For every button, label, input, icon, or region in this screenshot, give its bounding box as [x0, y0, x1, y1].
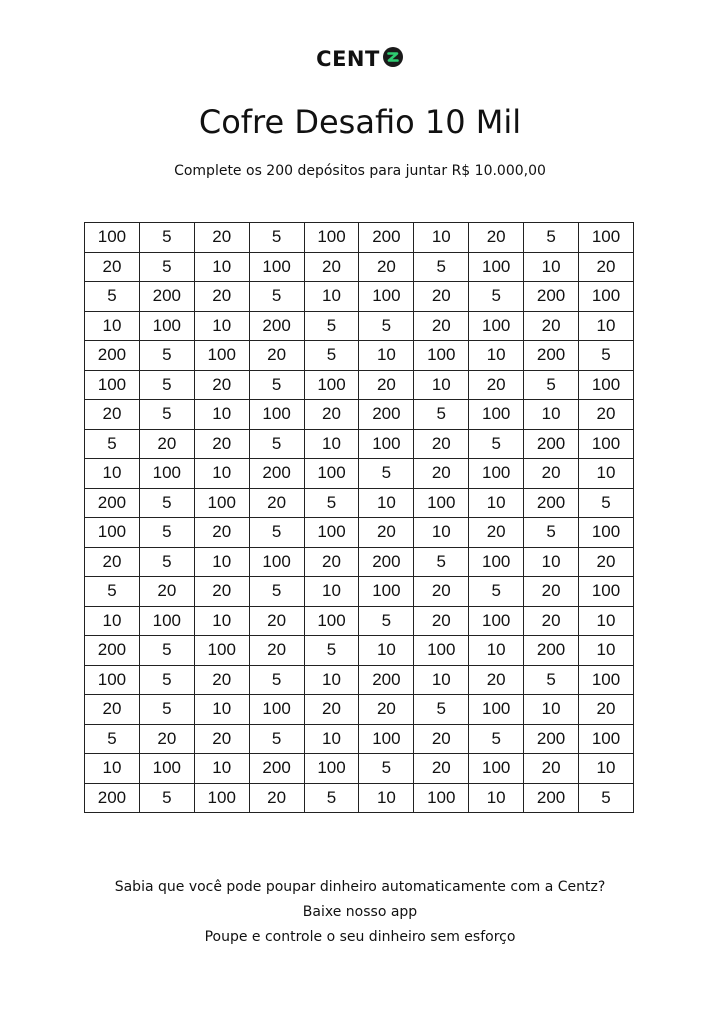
page-subtitle: Complete os 200 depósitos para juntar R$ 10.000,00 [174, 163, 546, 179]
deposit-cell: 5 [85, 429, 140, 459]
deposit-cell: 5 [85, 577, 140, 607]
deposit-cell: 20 [469, 223, 524, 253]
deposit-cell: 20 [414, 282, 469, 312]
deposit-cell: 10 [359, 488, 414, 518]
grid-row [85, 488, 634, 518]
deposit-cell: 200 [85, 783, 140, 813]
grid-row [85, 577, 634, 607]
deposit-cell: 5 [579, 783, 634, 813]
deposit-cell: 20 [524, 459, 579, 489]
deposit-cell: 100 [414, 488, 469, 518]
deposit-cell: 20 [414, 429, 469, 459]
deposit-cell: 100 [469, 754, 524, 784]
deposit-cell: 100 [304, 459, 359, 489]
footer-line-download: Baixe nosso app [302, 904, 418, 920]
deposit-cell: 20 [304, 400, 359, 430]
deposit-cell: 10 [304, 577, 359, 607]
deposit-cell: 100 [579, 429, 634, 459]
deposit-cell: 5 [304, 341, 359, 371]
deposit-cell: 5 [414, 547, 469, 577]
deposit-cell: 5 [524, 223, 579, 253]
deposit-cell: 20 [194, 429, 249, 459]
deposit-cell: 20 [139, 724, 194, 754]
deposit-cell: 5 [139, 636, 194, 666]
deposit-cell: 5 [579, 488, 634, 518]
deposit-cell: 20 [194, 724, 249, 754]
deposit-cell: 5 [249, 429, 304, 459]
deposit-cell: 10 [194, 459, 249, 489]
deposit-cell: 5 [249, 577, 304, 607]
deposit-cell: 20 [579, 695, 634, 725]
deposit-cell: 100 [579, 518, 634, 548]
deposit-cell: 20 [194, 223, 249, 253]
deposit-cell: 5 [304, 783, 359, 813]
grid-row [85, 223, 634, 253]
deposit-cell: 10 [469, 341, 524, 371]
deposit-cell: 10 [85, 459, 140, 489]
deposit-cell: 100 [304, 518, 359, 548]
deposit-cell: 100 [359, 429, 414, 459]
deposit-cell: 100 [579, 223, 634, 253]
deposit-cell: 10 [524, 547, 579, 577]
deposit-cell: 20 [194, 370, 249, 400]
deposit-cell: 20 [85, 695, 140, 725]
deposit-cell: 200 [85, 341, 140, 371]
deposit-cell: 100 [249, 547, 304, 577]
deposit-cell: 100 [304, 754, 359, 784]
deposit-cell: 100 [194, 636, 249, 666]
deposit-cell: 5 [139, 370, 194, 400]
deposit-cell: 20 [414, 724, 469, 754]
grid-row [85, 665, 634, 695]
deposit-cell: 200 [524, 488, 579, 518]
deposit-cell: 5 [139, 665, 194, 695]
deposit-cell: 100 [414, 341, 469, 371]
deposit-cell: 10 [414, 665, 469, 695]
deposit-cell: 10 [194, 695, 249, 725]
deposit-cell: 10 [524, 400, 579, 430]
deposit-cell: 100 [469, 252, 524, 282]
deposit-cell: 5 [469, 282, 524, 312]
deposit-cell: 100 [469, 606, 524, 636]
grid-row [85, 606, 634, 636]
deposit-cell: 10 [414, 518, 469, 548]
deposit-cell: 20 [524, 606, 579, 636]
deposit-cell: 20 [469, 665, 524, 695]
deposit-cell: 5 [85, 282, 140, 312]
deposit-cell: 20 [85, 400, 140, 430]
deposit-cell: 100 [469, 400, 524, 430]
deposit-cell: 100 [249, 252, 304, 282]
grid-row [85, 282, 634, 312]
deposit-cell: 200 [359, 547, 414, 577]
brand-name: CENT [316, 47, 380, 71]
deposit-cell: 20 [139, 429, 194, 459]
deposit-cell: 5 [139, 547, 194, 577]
deposit-cell: 20 [249, 636, 304, 666]
deposit-cell: 10 [194, 754, 249, 784]
deposit-cell: 10 [359, 636, 414, 666]
deposit-cell: 100 [139, 754, 194, 784]
deposit-cell: 200 [249, 459, 304, 489]
deposit-cell: 100 [469, 547, 524, 577]
deposit-cell: 10 [579, 606, 634, 636]
deposit-cell: 10 [524, 695, 579, 725]
deposit-cell: 5 [579, 341, 634, 371]
deposit-cell: 100 [579, 577, 634, 607]
deposit-cell: 5 [414, 252, 469, 282]
grid-row [85, 311, 634, 341]
grid-row [85, 754, 634, 784]
deposit-cell: 10 [85, 606, 140, 636]
deposit-cell: 5 [524, 665, 579, 695]
deposit-cell: 100 [359, 577, 414, 607]
deposit-cell: 100 [85, 518, 140, 548]
grid-row [85, 695, 634, 725]
deposit-cell: 100 [579, 665, 634, 695]
deposit-cell: 5 [304, 488, 359, 518]
deposit-cell: 200 [249, 754, 304, 784]
deposit-cell: 20 [85, 252, 140, 282]
deposit-cell: 100 [579, 370, 634, 400]
deposit-cell: 100 [469, 695, 524, 725]
deposit-cell: 200 [524, 783, 579, 813]
deposit-cell: 20 [194, 282, 249, 312]
deposit-cell: 5 [139, 695, 194, 725]
deposit-cell: 5 [139, 400, 194, 430]
deposit-cell: 20 [359, 252, 414, 282]
deposit-cell: 100 [359, 282, 414, 312]
deposit-cell: 200 [359, 223, 414, 253]
deposit-cell: 20 [359, 518, 414, 548]
deposit-cell: 10 [414, 223, 469, 253]
deposit-cell: 10 [414, 370, 469, 400]
deposit-cell: 200 [524, 282, 579, 312]
deposit-cell: 5 [359, 459, 414, 489]
deposit-cell: 20 [194, 518, 249, 548]
deposit-cell: 10 [579, 459, 634, 489]
deposit-cell: 5 [249, 282, 304, 312]
deposit-cell: 100 [85, 223, 140, 253]
deposit-cell: 10 [304, 429, 359, 459]
footer-line-tagline: Poupe e controle o seu dinheiro sem esforço [204, 929, 516, 945]
deposit-cell: 20 [414, 459, 469, 489]
deposit-cell: 100 [249, 400, 304, 430]
deposit-cell: 5 [139, 223, 194, 253]
deposit-cell: 200 [524, 636, 579, 666]
deposit-cell: 20 [524, 754, 579, 784]
deposit-cell: 5 [139, 341, 194, 371]
deposit-cell: 10 [85, 311, 140, 341]
grid-row [85, 636, 634, 666]
deposit-cell: 100 [139, 311, 194, 341]
grid-row [85, 518, 634, 548]
deposit-cell: 5 [359, 311, 414, 341]
deposit-cell: 100 [469, 311, 524, 341]
deposit-cell: 20 [469, 370, 524, 400]
deposit-cell: 20 [579, 547, 634, 577]
deposit-cell: 20 [414, 754, 469, 784]
deposit-cell: 10 [359, 783, 414, 813]
page-title: Cofre Desafio 10 Mil [198, 103, 522, 141]
deposit-cell: 200 [524, 724, 579, 754]
deposit-cell: 5 [469, 577, 524, 607]
grid-row [85, 370, 634, 400]
deposit-cell: 100 [194, 783, 249, 813]
deposit-cell: 20 [249, 606, 304, 636]
deposit-cell: 100 [139, 606, 194, 636]
deposit-cell: 5 [359, 606, 414, 636]
deposit-cell: 100 [414, 783, 469, 813]
deposit-cell: 10 [579, 754, 634, 784]
deposit-cell: 100 [85, 665, 140, 695]
deposit-cell: 5 [249, 223, 304, 253]
deposit-cell: 100 [304, 223, 359, 253]
deposit-cell: 200 [249, 311, 304, 341]
brand-logo [0, 46, 720, 72]
deposit-cell: 20 [469, 518, 524, 548]
deposit-cell: 20 [304, 547, 359, 577]
deposit-cell: 5 [249, 518, 304, 548]
footer-line-promo: Sabia que você pode poupar dinheiro automaticamente com a Centz? [114, 879, 606, 895]
deposit-cell: 20 [194, 665, 249, 695]
deposit-cell: 5 [359, 754, 414, 784]
deposit-cell: 10 [194, 547, 249, 577]
deposit-cell: 5 [524, 370, 579, 400]
deposit-cell: 200 [359, 400, 414, 430]
deposit-cell: 10 [304, 724, 359, 754]
grid-row [85, 459, 634, 489]
deposit-cell: 20 [579, 252, 634, 282]
deposit-cell: 5 [139, 518, 194, 548]
deposit-cell: 5 [139, 488, 194, 518]
grid-row [85, 252, 634, 282]
deposit-grid [84, 222, 634, 813]
deposit-cell: 10 [579, 636, 634, 666]
deposit-cell: 100 [139, 459, 194, 489]
deposit-cell: 20 [579, 400, 634, 430]
deposit-cell: 100 [194, 488, 249, 518]
grid-row [85, 341, 634, 371]
deposit-cell: 10 [85, 754, 140, 784]
deposit-cell: 5 [304, 311, 359, 341]
deposit-cell: 10 [469, 488, 524, 518]
grid-row [85, 783, 634, 813]
footer [0, 876, 720, 951]
deposit-cell: 200 [139, 282, 194, 312]
deposit-cell: 10 [194, 311, 249, 341]
deposit-cell: 100 [249, 695, 304, 725]
deposit-cell: 10 [194, 252, 249, 282]
deposit-cell: 10 [579, 311, 634, 341]
deposit-cell: 5 [469, 429, 524, 459]
deposit-cell: 20 [524, 577, 579, 607]
deposit-cell: 100 [579, 282, 634, 312]
deposit-cell: 10 [524, 252, 579, 282]
deposit-cell: 5 [469, 724, 524, 754]
deposit-cell: 100 [194, 341, 249, 371]
deposit-cell: 5 [249, 724, 304, 754]
deposit-cell: 10 [304, 282, 359, 312]
deposit-cell: 100 [414, 636, 469, 666]
deposit-cell: 200 [524, 341, 579, 371]
deposit-cell: 100 [469, 459, 524, 489]
deposit-cell: 20 [414, 577, 469, 607]
deposit-cell: 200 [85, 636, 140, 666]
deposit-cell: 20 [359, 695, 414, 725]
deposit-cell: 20 [524, 311, 579, 341]
deposit-cell: 10 [469, 636, 524, 666]
deposit-cell: 5 [139, 252, 194, 282]
deposit-cell: 100 [359, 724, 414, 754]
deposit-cell: 100 [304, 370, 359, 400]
deposit-cell: 20 [194, 577, 249, 607]
deposit-cell: 100 [85, 370, 140, 400]
grid-row [85, 724, 634, 754]
deposit-cell: 5 [524, 518, 579, 548]
deposit-cell: 20 [304, 252, 359, 282]
deposit-cell: 5 [414, 400, 469, 430]
deposit-cell: 100 [579, 724, 634, 754]
grid-row [85, 547, 634, 577]
deposit-cell: 20 [249, 341, 304, 371]
deposit-cell: 20 [414, 311, 469, 341]
deposit-cell: 20 [414, 606, 469, 636]
deposit-cell: 5 [249, 370, 304, 400]
deposit-cell: 20 [359, 370, 414, 400]
deposit-cell: 10 [304, 665, 359, 695]
deposit-cell: 20 [249, 488, 304, 518]
deposit-cell: 5 [85, 724, 140, 754]
deposit-cell: 5 [304, 636, 359, 666]
deposit-cell: 10 [359, 341, 414, 371]
deposit-cell: 5 [139, 783, 194, 813]
deposit-cell: 10 [194, 400, 249, 430]
deposit-cell: 20 [249, 783, 304, 813]
deposit-cell: 20 [85, 547, 140, 577]
deposit-cell: 5 [414, 695, 469, 725]
deposit-cell: 20 [304, 695, 359, 725]
deposit-cell: 200 [85, 488, 140, 518]
deposit-cell: 10 [194, 606, 249, 636]
brand-z-icon [382, 46, 404, 72]
deposit-cell: 100 [304, 606, 359, 636]
grid-row [85, 429, 634, 459]
deposit-cell: 20 [139, 577, 194, 607]
grid-row [85, 400, 634, 430]
deposit-cell: 5 [249, 665, 304, 695]
deposit-cell: 10 [469, 783, 524, 813]
deposit-cell: 200 [524, 429, 579, 459]
deposit-cell: 200 [359, 665, 414, 695]
